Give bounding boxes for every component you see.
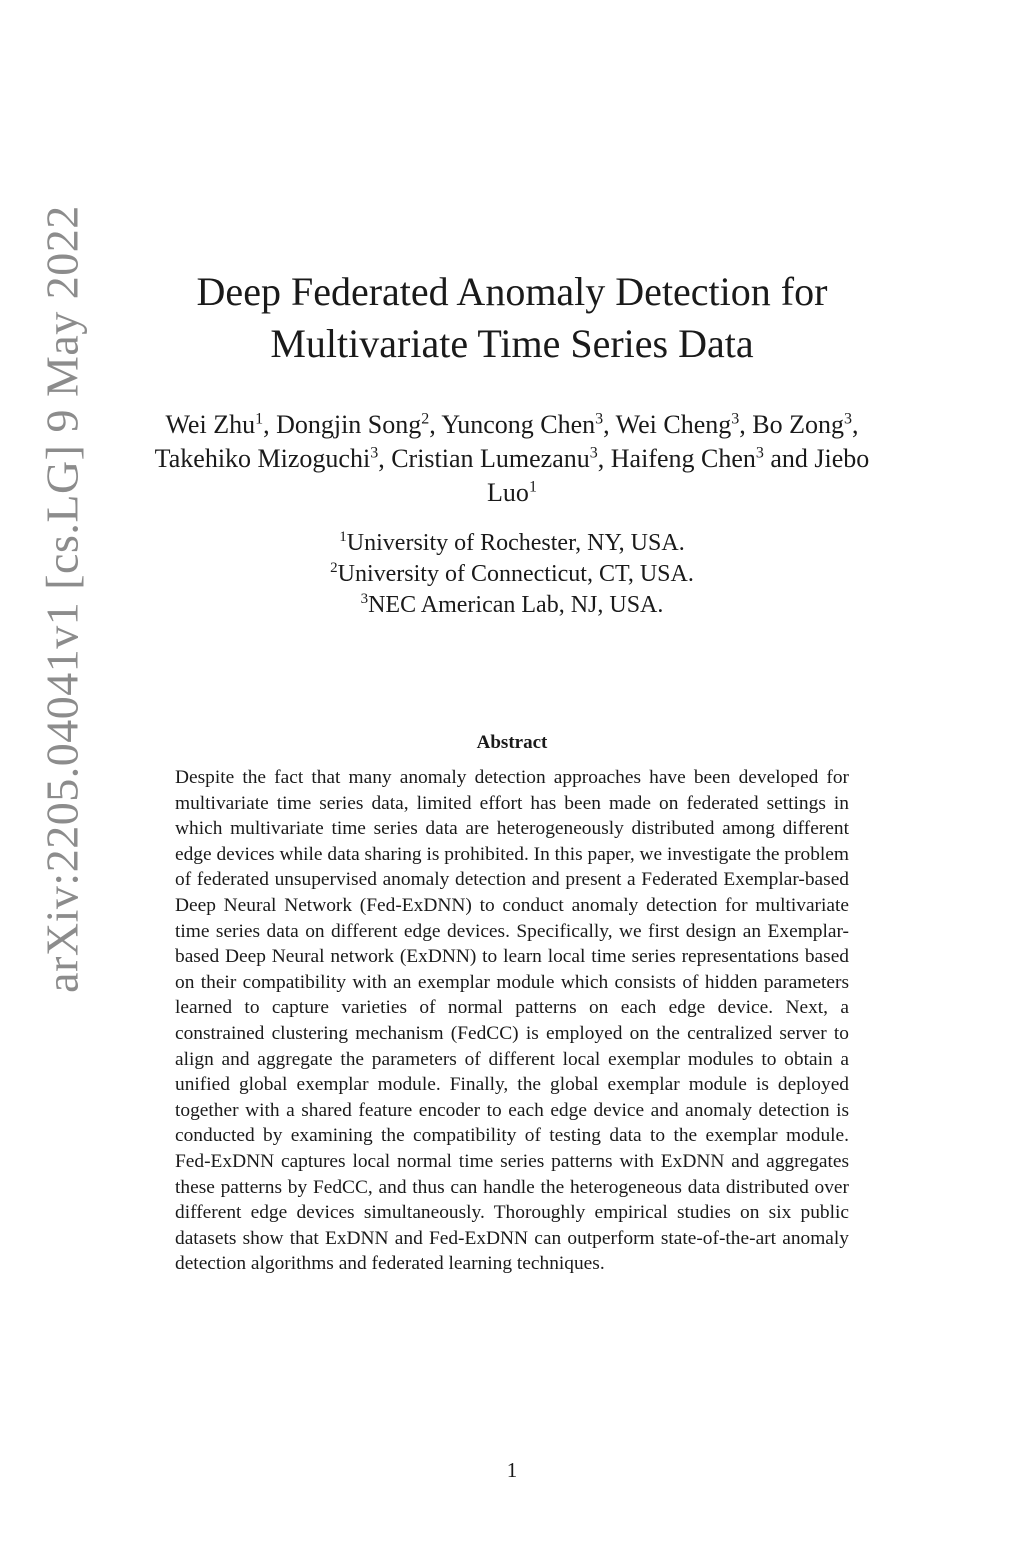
affiliation-text: NEC American Lab, NJ, USA. [368, 592, 664, 618]
author-affiliation-mark: 3 [844, 410, 853, 428]
title-line-2: Multivariate Time Series Data [270, 321, 754, 366]
author-name: Yuncong Chen [441, 410, 596, 439]
author-affiliation-mark: 3 [589, 444, 598, 462]
affiliation-2 [150, 559, 874, 590]
author-0 [165, 410, 276, 439]
affiliation-1 [150, 528, 874, 559]
author-separator: , [429, 410, 442, 439]
page-number: 1 [506, 1458, 518, 1482]
affiliation-list [150, 528, 874, 621]
author-affiliation-mark: 3 [755, 444, 764, 462]
arxiv-identifier-stamp: arXiv:2205.04041v1 [cs.LG] 9 May 2022 [36, 205, 88, 993]
author-affiliation-mark: 3 [595, 410, 604, 428]
author-separator: , [852, 410, 859, 439]
author-name: Jiebo Luo [487, 444, 870, 507]
author-name: Haifeng Chen [610, 444, 756, 473]
author-affiliation-mark: 3 [731, 410, 740, 428]
author-4 [752, 410, 858, 439]
author-3 [616, 410, 753, 439]
author-1 [276, 410, 441, 439]
affiliation-3 [150, 590, 874, 621]
author-name: Wei Cheng [615, 410, 732, 439]
author-2 [441, 410, 615, 439]
affiliation-mark: 3 [360, 591, 369, 607]
author-7 [611, 444, 815, 473]
abstract-text: Despite the fact that many anomaly detection approaches have been developed for multivariate time series data, limited effort has been made on federated settings in which multivariate time series data are heterogeneously distributed among different edge devices while data sharing is prohibited. In this paper, we investigate the problem of federated unsupervised anomaly detection and present a Federated Exemplar-based Deep Neural Network (Fed-ExDNN) to conduct anomaly detection for multivariate time series data on different edge devices. Specifically, we first design an Exemplar-based Deep Neural network (ExDNN) to learn local time series representations based on their compatibility with an exemplar module which consists of hidden parameters learned to capture varieties of normal patterns on each edge device. Next, a constrained clustering mechanism (FedCC) is employed on the centralized server to align and aggregate the parameters of different local exemplar modules to obtain a unified global exemplar module. Finally, the global exemplar module is deployed together with a shared feature encoder to each edge device and anomaly detection is conducted by examining the compatibility of testing data to the exemplar module. Fed-ExDNN captures local normal time series patterns with ExDNN and aggregates these patterns by FedCC, and thus can handle the heterogeneous data distributed over different edge devices simultaneously. Thoroughly empirical studies on six public datasets show that ExDNN and Fed-ExDNN can outperform state-of-the-art anomaly detection algorithms and federated learning techniques. [175, 767, 849, 1275]
author-name: Bo Zong [752, 410, 845, 439]
author-6 [391, 444, 611, 473]
author-separator: , [603, 410, 616, 439]
author-affiliation-mark: 2 [421, 410, 430, 428]
author-affiliation-mark: 1 [255, 410, 264, 428]
title-line-1: Deep Federated Anomaly Detection for [196, 269, 828, 314]
affiliation-text: University of Rochester, NY, USA. [346, 530, 685, 556]
author-name: Dongjin Song [276, 410, 422, 439]
author-separator: , [378, 444, 392, 473]
author-affiliation-mark: 1 [528, 478, 537, 496]
abstract-heading: Abstract [476, 732, 548, 753]
affiliation-text: University of Connecticut, CT, USA. [337, 561, 694, 587]
author-5 [155, 444, 392, 473]
author-separator: , [739, 410, 753, 439]
author-name: Takehiko Mizoguchi [154, 444, 371, 473]
author-name: Wei Zhu [165, 410, 256, 439]
author-separator: , [597, 444, 611, 473]
affiliation-mark: 1 [339, 529, 347, 545]
author-name: Cristian Lumezanu [391, 444, 590, 473]
paper-title [150, 266, 874, 370]
author-separator: , [263, 410, 277, 439]
author-list [150, 408, 874, 510]
author-separator: and [763, 444, 815, 473]
author-affiliation-mark: 3 [370, 444, 379, 462]
affiliation-mark: 2 [330, 560, 338, 576]
